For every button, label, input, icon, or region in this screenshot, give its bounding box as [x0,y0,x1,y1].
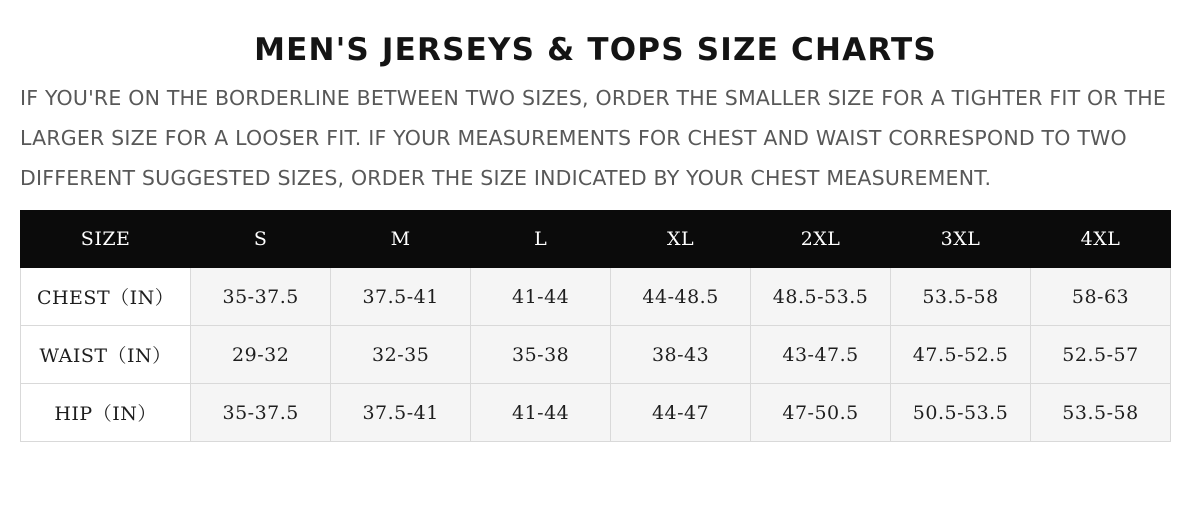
column-header-4xl: 4XL [1031,211,1171,268]
cell-hip-4xl: 53.5-58 [1031,384,1171,442]
table-header-row [21,211,1171,268]
cell-hip-l: 41-44 [471,384,611,442]
column-header-l: L [471,211,611,268]
row-label-waist: WAIST（IN） [21,326,191,384]
table-row [21,268,1171,326]
column-header-xl: XL [611,211,751,268]
cell-waist-s: 29-32 [191,326,331,384]
cell-hip-xl: 44-47 [611,384,751,442]
table-row [21,326,1171,384]
column-header-s: S [191,211,331,268]
cell-waist-3xl: 47.5-52.5 [891,326,1031,384]
cell-hip-3xl: 50.5-53.5 [891,384,1031,442]
size-chart-table-wrapper [18,210,1173,442]
column-header-2xl: 2XL [751,211,891,268]
column-header-size: SIZE [21,211,191,268]
cell-chest-m: 37.5-41 [331,268,471,326]
table-row [21,384,1171,442]
cell-hip-s: 35-37.5 [191,384,331,442]
column-header-m: M [331,211,471,268]
cell-waist-l: 35-38 [471,326,611,384]
cell-chest-xl: 44-48.5 [611,268,751,326]
row-label-chest: CHEST（IN） [21,268,191,326]
cell-waist-4xl: 52.5-57 [1031,326,1171,384]
column-header-3xl: 3XL [891,211,1031,268]
size-chart-table [20,210,1171,442]
row-label-hip: HIP（IN） [21,384,191,442]
page-title: MEN'S JERSEYS & TOPS SIZE CHARTS [254,32,937,68]
cell-chest-2xl: 48.5-53.5 [751,268,891,326]
cell-chest-s: 35-37.5 [191,268,331,326]
table-body [21,268,1171,442]
cell-waist-xl: 38-43 [611,326,751,384]
cell-waist-2xl: 43-47.5 [751,326,891,384]
cell-chest-l: 41-44 [471,268,611,326]
cell-hip-2xl: 47-50.5 [751,384,891,442]
cell-hip-m: 37.5-41 [331,384,471,442]
cell-waist-m: 32-35 [331,326,471,384]
table-header [21,211,1171,268]
cell-chest-3xl: 53.5-58 [891,268,1031,326]
cell-chest-4xl: 58-63 [1031,268,1171,326]
intro-paragraph: IF YOU'RE ON THE BORDERLINE BETWEEN TWO SIZES, ORDER THE SMALLER SIZE FOR A TIGHTER FIT OR THE LARGER SIZE FOR A LOOSER FIT. IF YOUR MEASUREMENTS FOR CHEST AND WAIST CORRESPOND TO TWO DIFFERENT SUGGESTED SIZES, ORDER THE SIZE INDICATED BY YOUR CHEST MEASUREMENT. [20,86,1167,190]
